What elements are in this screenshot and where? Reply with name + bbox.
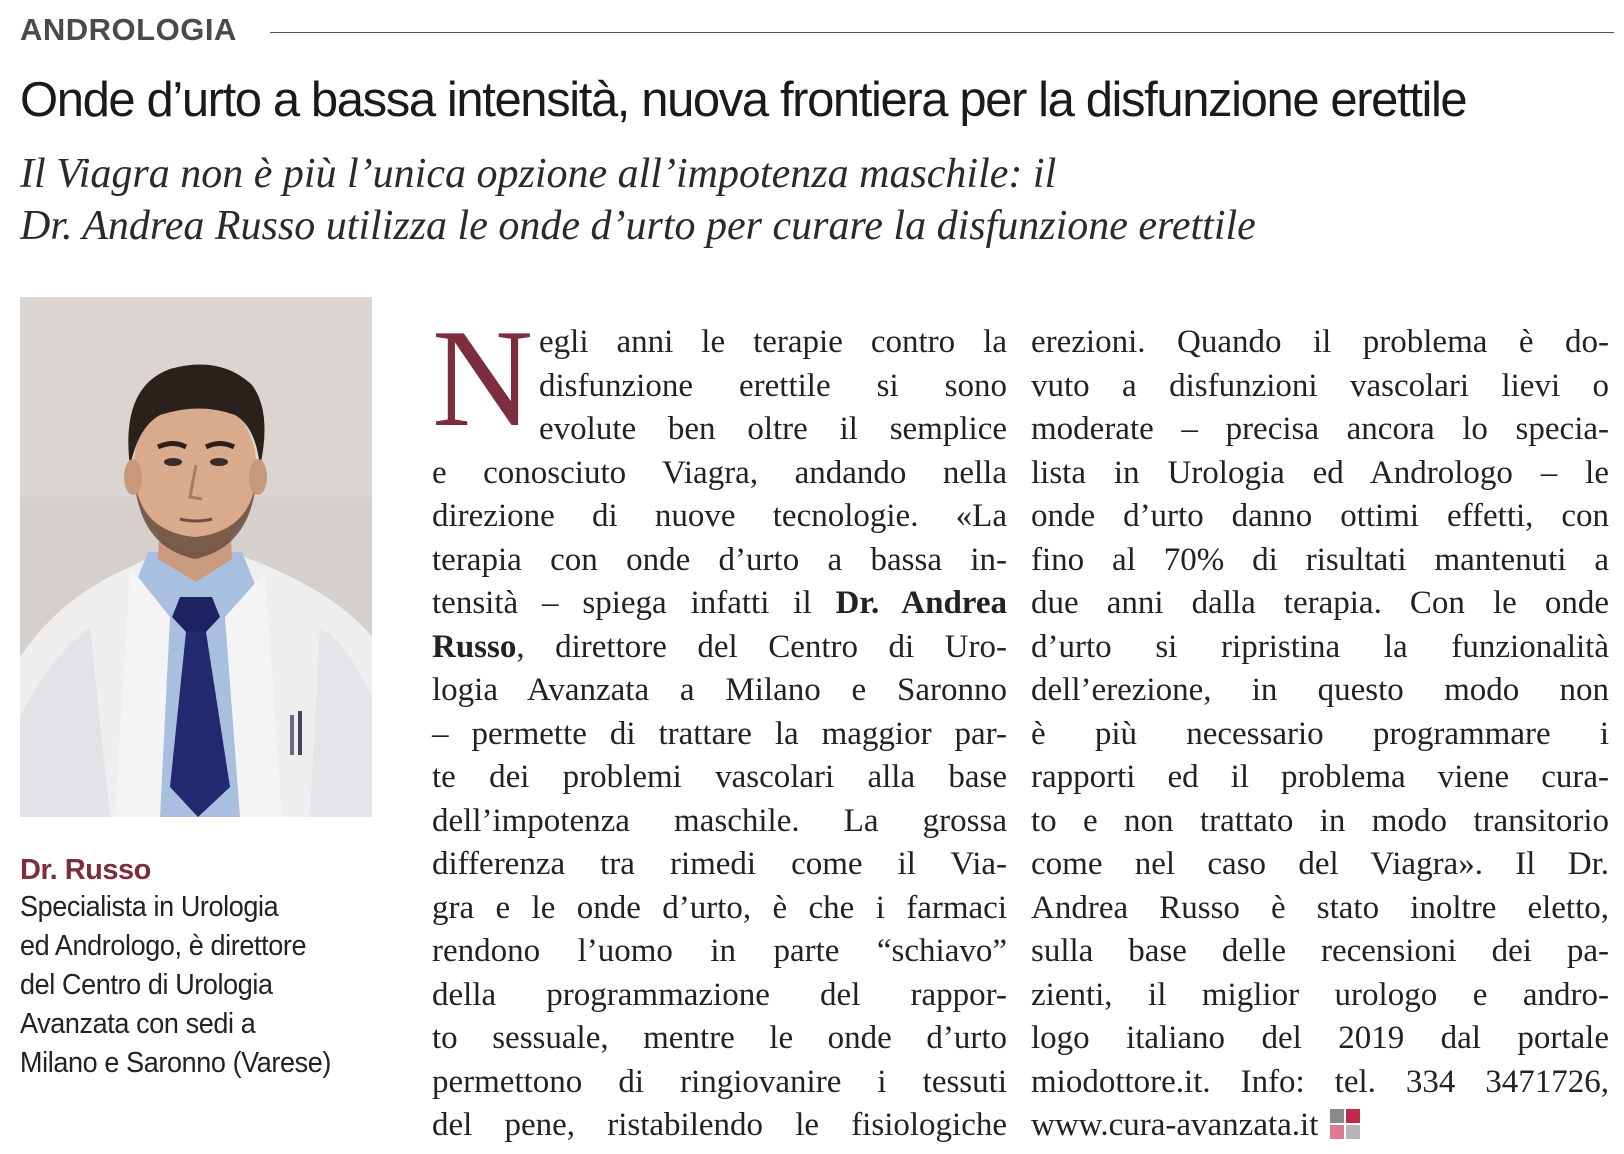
subtitle-line-2: Dr. Andrea Russo utilizza le onde d’urto per curare la disfunzione erettile <box>20 203 1256 249</box>
text-line: miodottore.it. Info: tel. 334 3471726, <box>1031 1063 1609 1100</box>
text-line: vuto a disfunzioni vascolari lievi o <box>1031 367 1609 404</box>
text-line: due anni dalla terapia. Con le onde <box>1031 585 1609 621</box>
text-line: evolute ben oltre il semplice <box>539 411 1007 447</box>
text-line <box>1031 1104 1609 1148</box>
caption-line: Avanzata con sedi a <box>20 1008 256 1040</box>
text-line: rapporti ed il problema viene cura- <box>1031 759 1609 795</box>
text-line: sulla base delle recensioni dei pa- <box>1031 933 1609 969</box>
text-line: direzione di nuove tecnologie. «La <box>432 498 1007 534</box>
caption-line: del Centro di Urologia <box>20 969 273 1001</box>
text-line <box>432 582 1007 626</box>
caption-line: ed Andrologo, è direttore <box>20 930 307 962</box>
text-line: erezioni. Quando il problema è do- <box>1031 324 1609 360</box>
caption-text <box>20 888 383 1083</box>
text-line: permettono di ringiovanire i tessuti <box>432 1063 1007 1100</box>
doctor-photo <box>20 297 372 817</box>
text-run: , direttore del Centro di Uro- <box>516 628 1007 665</box>
caption-line: Specialista in Urologia <box>20 891 279 923</box>
text-line: dell’erezione, in questo modo non <box>1031 672 1609 708</box>
text-line: come nel caso del Viagra». Il Dr. <box>1031 846 1609 882</box>
text-run: tensità – spiega infatti il <box>432 585 836 621</box>
section-divider <box>270 32 1614 33</box>
website-link[interactable]: www.cura-avanzata.it <box>1031 1107 1319 1143</box>
text-line: onde d’urto danno ottimi effetti, con <box>1031 498 1609 534</box>
subtitle <box>20 148 1610 252</box>
text-line: to sessuale, mentre le onde d’urto <box>432 1020 1007 1056</box>
article-column-2 <box>1031 321 1609 1148</box>
text-line: terapia con onde d’urto a bassa in- <box>432 541 1007 578</box>
text-line: egli anni le terapie contro la <box>539 324 1007 360</box>
text-line: moderate – precisa ancora lo specia- <box>1031 411 1609 447</box>
doctor-name-bold: Russo <box>432 628 517 665</box>
drop-cap: N <box>432 323 534 448</box>
text-line: logia Avanzata a Milano e Saronno <box>432 672 1007 708</box>
text-line: logo italiano del 2019 dal portale <box>1031 1020 1609 1056</box>
text-line: Andrea Russo è stato inoltre eletto, <box>1031 889 1609 926</box>
text-line: d’urto si ripristina la funzionalità <box>1031 628 1609 665</box>
text-line: e conosciuto Viagra, andando nella <box>432 454 1007 491</box>
text-line: rendono l’uomo in parte “schiavo” <box>432 933 1007 969</box>
headline: Onde d’urto a bassa intensità, nuova frontiera per la disfunzione erettile <box>20 73 1467 127</box>
photo-caption <box>20 852 380 1083</box>
doctor-name-bold: Dr. Andrea <box>835 585 1007 621</box>
caption-line: Milano e Saronno (Varese) <box>20 1047 332 1079</box>
text-line: te dei problemi vascolari alla base <box>432 759 1007 795</box>
text-line: to e non trattato in modo transitorio <box>1031 802 1609 839</box>
text-line <box>432 626 1007 670</box>
text-line: differenza tra rimedi come il Via- <box>432 846 1007 882</box>
article-column-1 <box>432 321 1007 1148</box>
text-line: della programmazione del rappor- <box>432 976 1007 1013</box>
text-line: zienti, il miglior urologo e andro- <box>1031 976 1609 1013</box>
text-line: disfunzione erettile si sono <box>539 367 1007 404</box>
end-of-article-icon <box>1330 1109 1360 1139</box>
text-line: fino al 70% di risultati mantenuti a <box>1031 541 1609 578</box>
section-label: ANDROLOGIA <box>20 12 237 47</box>
caption-name: Dr. Russo <box>20 854 151 886</box>
text-line: dell’impotenza maschile. La grossa <box>432 802 1007 839</box>
text-line: del pene, ristabilendo le fisiologiche <box>432 1107 1007 1143</box>
text-line: lista in Urologia ed Andrologo – le <box>1031 454 1609 491</box>
text-line: è più necessario programmare i <box>1031 715 1609 752</box>
text-line: – permette di trattare la maggior par- <box>432 715 1007 752</box>
subtitle-line-1: Il Viagra non è più l’unica opzione all’impotenza maschile: il <box>20 151 1057 197</box>
text-line: gra e le onde d’urto, è che i farmaci <box>432 889 1007 926</box>
